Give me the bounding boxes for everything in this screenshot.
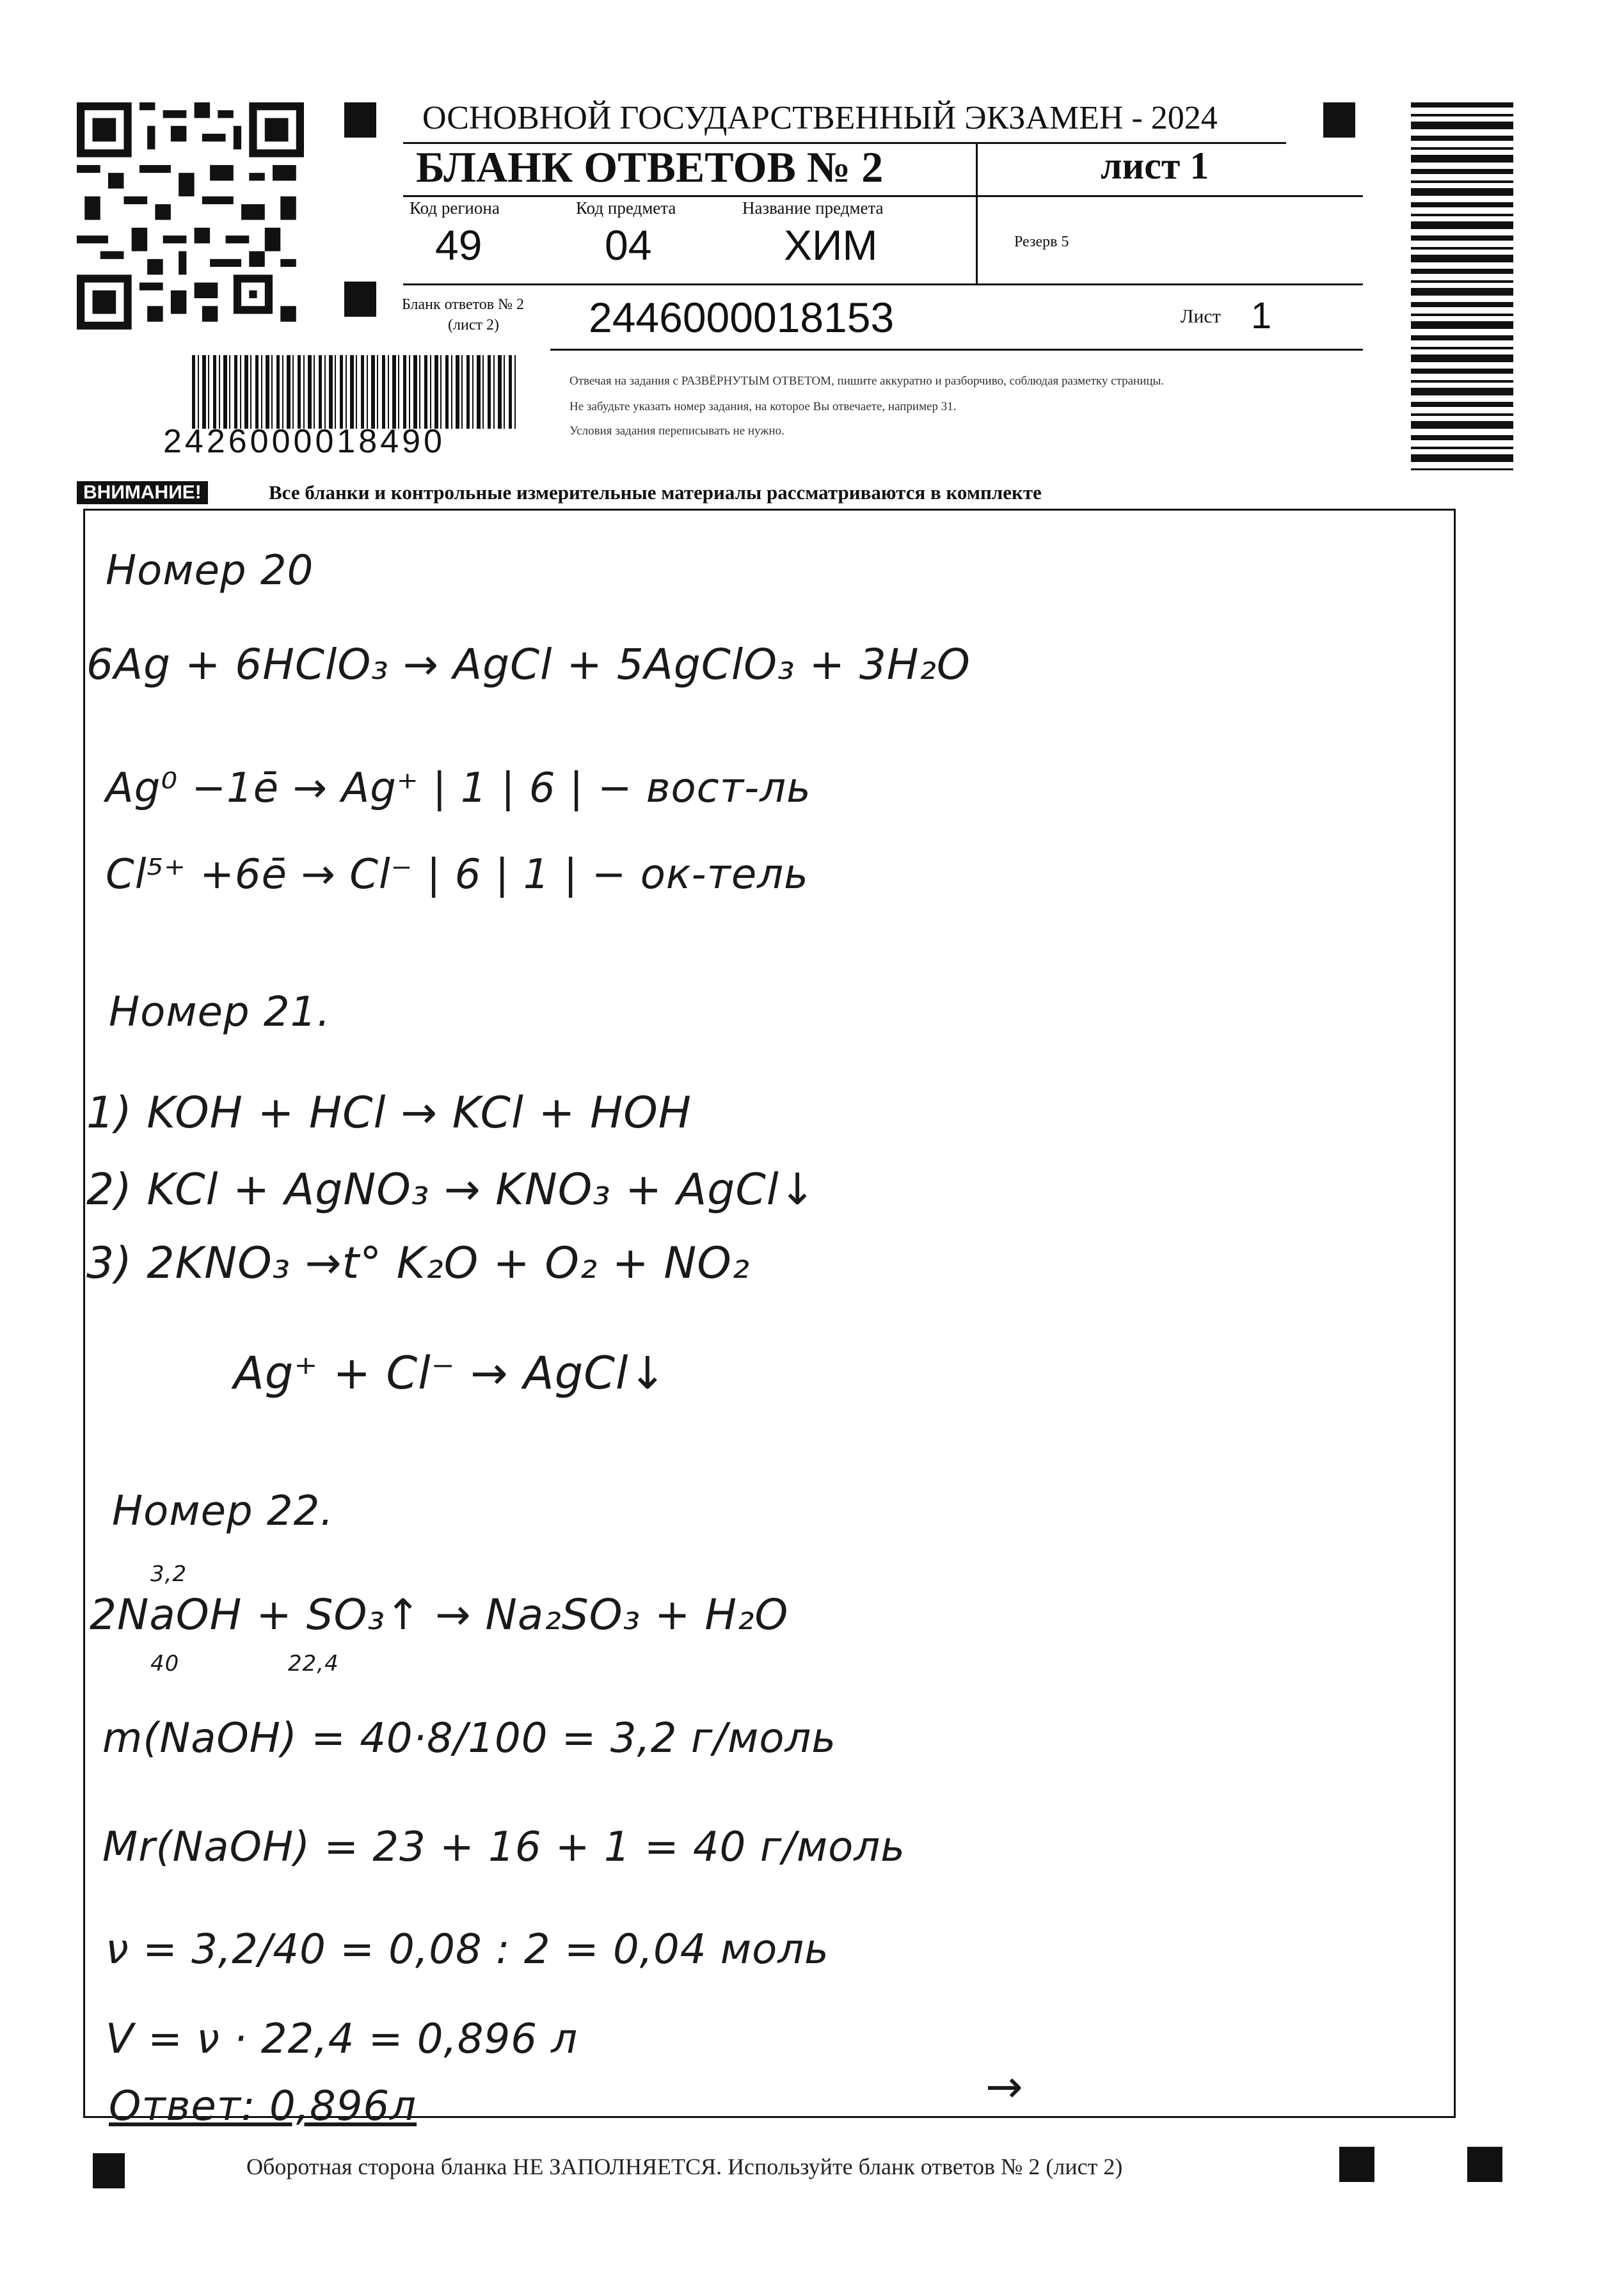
q20-balance-line: Ag⁰ −1ē → Ag⁺ | 1 | 6 | − вост-ль (106, 765, 811, 812)
instruction-line: Условия задания переписывать не нужно. (569, 424, 784, 438)
subject-name-label: Название предмета (742, 198, 884, 218)
form-number: 2446000018153 (589, 294, 895, 341)
q21-line: 1) KOH + HCl → KCl + HOH (86, 1088, 692, 1138)
q21-line: 3) 2KNO₃ →t° K₂O + O₂ + NO₂ (86, 1238, 751, 1289)
attention-badge: ВНИМАНИЕ! (77, 481, 208, 504)
subject-code-label: Код предмета (576, 198, 676, 218)
sheet-title: лист 1 (1101, 145, 1209, 187)
form-title: БЛАНК ОТВЕТОВ № 2 (416, 143, 884, 191)
instruction-line: Не забудьте указать номер задания, на которое Вы отвечаете, например 31. (569, 400, 957, 413)
form-ref-sublabel: (лист 2) (448, 317, 499, 333)
subject-code-value: 04 (605, 221, 652, 269)
q22-superscript: 3,2 (150, 1561, 187, 1587)
exam-title: ОСНОВНОЙ ГОСУДАРСТВЕННЫЙ ЭКЗАМЕН - 2024 (422, 100, 1218, 136)
q21-ionic: Ag⁺ + Cl⁻ → AgCl↓ (234, 1347, 667, 1399)
registration-mark (93, 2153, 125, 2188)
divider (550, 349, 1363, 351)
q22-line: V = ν · 22,4 = 0,896 л (106, 2016, 578, 2063)
q22-subscript: 22,4 (288, 1651, 339, 1676)
q20-equation: 6Ag + 6HClO₃ → AgCl + 5AgClO₃ + 3H₂O (86, 640, 971, 689)
region-value: 49 (435, 221, 482, 269)
q22-line: ν = 3,2/40 = 0,08 : 2 = 0,04 моль (106, 1926, 829, 1973)
barcode-number: 2426000018490 (163, 423, 445, 460)
region-label: Код региона (410, 198, 500, 218)
reserve-label: Резерв 5 (1014, 234, 1069, 250)
qr-code (77, 102, 304, 330)
divider (976, 142, 978, 284)
q21-heading: Номер 21. (109, 989, 331, 1036)
sheet-label: Лист (1181, 306, 1221, 327)
registration-mark (1467, 2147, 1502, 2182)
q22-subscript: 40 (150, 1651, 180, 1676)
subject-name-value: ХИМ (784, 221, 878, 269)
form-ref-label: Бланк ответов № 2 (402, 296, 525, 313)
q22-heading: Номер 22. (112, 1488, 334, 1535)
arrow-icon: → (985, 2060, 1024, 2113)
q20-balance-line: Cl⁵⁺ +6ē → Cl⁻ | 6 | 1 | − ок-тель (106, 851, 809, 898)
answer-area (83, 509, 1456, 2118)
q22-line: m(NaOH) = 40·8/100 = 3,2 г/моль (102, 1715, 837, 1762)
registration-mark (1339, 2147, 1374, 2182)
q21-line: 2) KCl + AgNO₃ → KNO₃ + AgCl↓ (86, 1165, 816, 1215)
registration-mark (344, 282, 376, 317)
sheet-value: 1 (1251, 295, 1272, 337)
registration-mark (1323, 102, 1355, 138)
q22-line: Mr(NaOH) = 23 + 16 + 1 = 40 г/моль (102, 1824, 905, 1871)
q22-equation: 2NaOH + SO₃↑ → Na₂SO₃ + H₂O (90, 1590, 789, 1639)
instruction-line: Отвечая на задания с РАЗВЁРНУТЫМ ОТВЕТОМ, пишите аккуратно и разборчиво, соблюдая разметку страницы. (569, 374, 1165, 388)
q22-answer: Ответ: 0,896л (109, 2083, 417, 2130)
footer-note: Оборотная сторона бланка НЕ ЗАПОЛНЯЕТСЯ. Используйте бланк ответов № 2 (лист 2) (246, 2154, 1123, 2179)
registration-mark (344, 102, 376, 138)
stripe-code (1411, 102, 1513, 470)
attention-text: Все бланки и контрольные измерительные материалы рассматриваются в комплекте (269, 481, 1042, 504)
divider (403, 283, 1363, 285)
divider (403, 195, 1363, 197)
barcode (192, 355, 518, 429)
q20-heading: Номер 20 (106, 547, 314, 594)
